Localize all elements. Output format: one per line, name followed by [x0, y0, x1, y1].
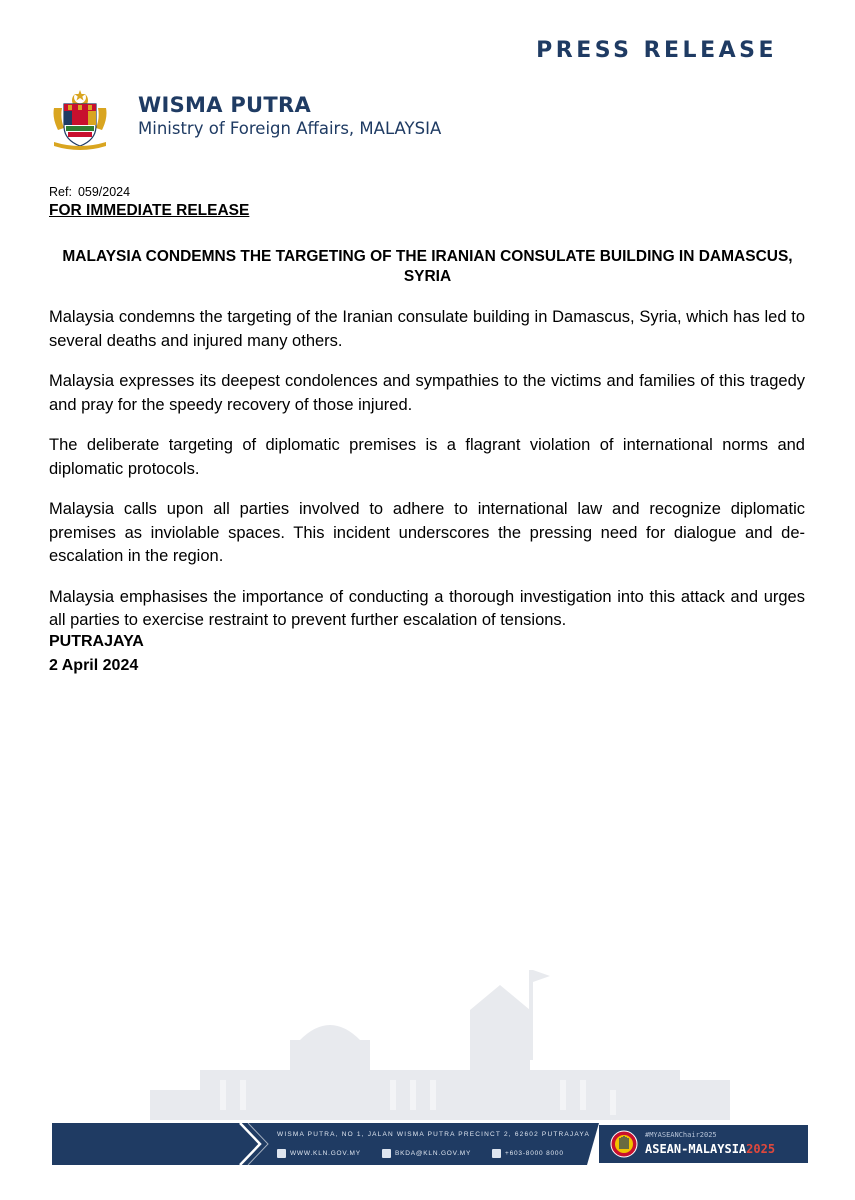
footer-phone-text: +603-8000 8000 [505, 1150, 564, 1157]
ref-value: 059/2024 [77, 185, 131, 199]
press-release-body [49, 306, 805, 650]
wisma-putra-building-watermark [140, 940, 740, 1120]
body-paragraph: Malaysia emphasises the importance of conducting a thorough investigation into this attack and urges all parties to exercise restraint to prevent further escalation of tensions. [49, 587, 805, 629]
body-paragraph: Malaysia calls upon all parties involved to adhere to international law and recognize diplomatic premises as inviolable spaces. This incident underscores the pressing need for dialogue and de-escalation in the region. [49, 500, 805, 565]
footer-email-text: BKDA@KLN.GOV.MY [395, 1150, 472, 1157]
release-tag: FOR IMMEDIATE RELEASE [49, 202, 250, 219]
footer-website[interactable] [277, 1149, 361, 1158]
ref-label: Ref: [49, 185, 72, 199]
body-paragraph: The deliberate targeting of diplomatic premises is a flagrant violation of international norms and diplomatic protocols. [49, 436, 805, 478]
facebook-icon [277, 1149, 286, 1158]
body-paragraph: Malaysia expresses its deepest condolences and sympathies to the victims and families of this tragedy and pray for the speedy recovery of those injured. [49, 372, 805, 414]
chevron-right-icon [234, 1123, 274, 1165]
asean-name: ASEAN-MALAYSIA [645, 1142, 747, 1156]
signoff-date: 2 April 2024 [49, 657, 139, 674]
asean-malaysia-text [645, 1142, 775, 1156]
asean-year: 2025 [746, 1142, 776, 1156]
reference-line [49, 185, 130, 199]
org-name: WISMA PUTRA [138, 93, 312, 117]
signoff-place: PUTRAJAYA [49, 633, 144, 650]
malaysia-coat-of-arms-icon [48, 88, 112, 152]
email-icon [382, 1149, 391, 1158]
asean-emblem-icon [610, 1130, 638, 1158]
footer-email[interactable] [382, 1149, 471, 1158]
signoff [49, 630, 144, 678]
press-release-heading: PRESS RELEASE [536, 38, 777, 63]
asean-hashtag: #MYASEANChair2025 [645, 1131, 717, 1139]
body-paragraph: Malaysia condemns the targeting of the Iranian consulate building in Damascus, Syria, which has led to several deaths and injured many others. [49, 308, 805, 350]
phone-icon [492, 1149, 501, 1158]
footer-website-text: WWW.KLN.GOV.MY [290, 1150, 361, 1157]
footer-phone[interactable] [492, 1149, 564, 1158]
footer-address: WISMA PUTRA, NO 1, JALAN WISMA PUTRA PRECINCT 2, 62602 PUTRAJAYA [277, 1131, 591, 1138]
press-release-title: MALAYSIA CONDEMNS THE TARGETING OF THE IRANIAN CONSULATE BUILDING IN DAMASCUS, SYRIA [62, 248, 793, 285]
footer-bar [52, 1123, 808, 1165]
org-subtitle: Ministry of Foreign Affairs, MALAYSIA [138, 119, 442, 138]
